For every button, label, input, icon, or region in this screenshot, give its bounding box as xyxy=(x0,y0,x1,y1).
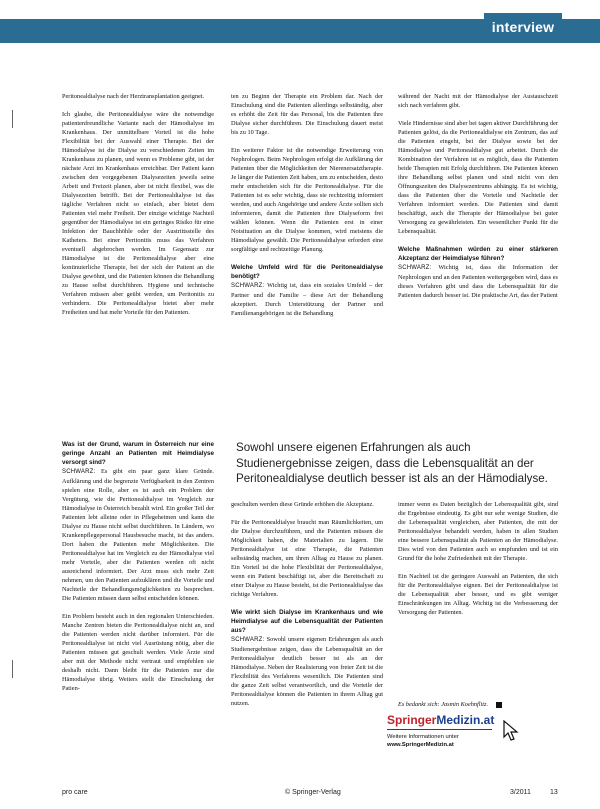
column-1-bottom xyxy=(62,440,214,778)
pointer-cursor-icon xyxy=(502,720,520,742)
paragraph: Viele Hindernisse sind aber bei tagen aktiver Durchführung der Patienten gelöst, da die Peritonealdialyse ein Zentrum, das auf die Patienten eingeht, bei der Dialyse sowie bei der Hämodialyse und Peritonealdialyse gut arbeitet. Durch die Kombination der Verfahren ist es möglich, dass die Patienten beide Therapien mit Erfolg durchführen. Die Patienten können ihre Behandlung selbst planen und sind nicht von den Öffnungszeiten des Dialysezentrums abhängig. Es ist wichtig, dass die Patienten über die Vorteile und Nachteile der Verfahren informiert werden. Die Patienten sind damit beschäftigt, auch die Therapie der Hämodialyse bei guter Versorgung zu gewährleisten. Ein wesentlicher Punkt für die Lebensqualität. xyxy=(398,120,558,235)
footer-left: pro care xyxy=(62,789,88,796)
interview-question: Wie wirkt sich Dialyse im Krankenhaus und wie Heimdialyse auf die Lebensqualität der Patienten aus? xyxy=(231,609,383,634)
column-3-bottom xyxy=(398,500,558,700)
pull-quote: Sowohl unsere eigenen Erfahrungen als auch Studienergebnisse zeigen, dass die Lebensqualität an der Peritonealdialyse deutlich besser ist als an der Hämodialyse. xyxy=(236,441,548,485)
speaker-label: SCHWARZ: xyxy=(231,283,265,289)
paragraph: Wichtig ist, dass die Information der Nephrologen und an den Patienten weitergegeben wird, dass es dieses Verfahren gibt und dass die Lebensqualität für die Patienten dadurch besser ist. Die praktische Art, das der Patient xyxy=(398,264,558,299)
footer-right: 3/2011 xyxy=(510,789,531,796)
paragraph: Für die Peritonealdialyse braucht man Räumlichkeiten, um die Dialyse durchzuführen, und die Patienten müssen die Möglichkeit haben, die Materialien zu lagern. Die Peritonealdialyse ist eine Therapie, die Patienten selbständig machen, um ihren Alltag zu Hause zu planen. Ein Vorteil ist die hohe Flexibilität der Peritonealdialyse, wenn ein Patient beschäftigt ist, aber die Bereitschaft zu einer Dialyse zu Hause besteht, ist die Peritonealdialyse das richtige Verfahren. xyxy=(231,519,383,598)
page-number: 13 xyxy=(550,789,558,796)
header-bar xyxy=(0,19,600,43)
paragraph: geschulten werden diese Gründe erhöhen die Akzeptanz. xyxy=(231,501,374,508)
paragraph: ten zu Beginn der Therapie ein Problem dar. Nach der Einschulung sind die Patienten allerdings selbständig, aber es erhöht die Zeit für das Personal, bis die Patienten ihre Dialyse sicher durchführen. Die Einschulung dauert meist bis zu 10 Tage. xyxy=(231,93,383,136)
interview-question: Welche Umfeld wird für die Peritonealdialyse benötigt? xyxy=(231,264,383,280)
paragraph: während der Nacht mit der Hämodialyse der Austauschzeit sich nach verfahren gibt. xyxy=(398,93,558,109)
paragraph: Wichtig ist, dass ein soziales Umfeld – der Partner und die Familie – diese Art der Behandlung akzeptiert. Durch Unterstützung der Partner und Familienangehörigen ist die Behandlung xyxy=(231,282,383,317)
margin-line-bottom xyxy=(12,660,13,678)
paragraph: Ein Nachteil ist die geringere Auswahl an Patienten, die sich für die Peritonealdialyse eignen. Bei der Peritonealdialyse ist die Lebensqualität aber besser, und es gibt weniger Einschränkungen im Alltag. Wichtig ist die Verbesserung der Versorgung der Patienten. xyxy=(398,573,558,616)
speaker-label: SCHWARZ: xyxy=(398,265,432,271)
speaker-label: SCHWARZ: xyxy=(62,469,96,475)
end-of-article-mark xyxy=(496,702,502,708)
section-label: interview xyxy=(484,13,562,41)
interview-question: Was ist der Grund, warum in Österreich nur eine geringe Anzahl an Patienten mit Heimdialyse versorgt sind? xyxy=(62,441,214,466)
paragraph: Es gibt ein paar ganz klare Gründe. Aufklärung und die begrenzte Verfügbarkeit in den Zentren spielen eine Rolle, aber es ist auch ein Problem der Vergütung, wie die Peritonealdialyse im Vergleich zur Hämodialyse in Österreich bezahlt wird. Ein großer Teil der Patienten lebt alleine oder in Pflegeheimen und kann die Dialyse zu Hause nicht selbst durchführen. In Ländern, wo Krankenpflegepersonal Hausbesuche macht, ist das anders. Dort haben die Patienten mehr Möglichkeiten. Die Peritonealdialyse hat im Vergleich zu der Hämodialyse viel mehr Vorteile, aber die Patienten werden oft nicht ausreichend informiert. Der Arzt muss sich mehr Zeit nehmen, um den Patienten aufzuklären und die Vorteile und Nachteile der Behandlungsmöglichkeiten zu besprechen. Die Patienten müssen dann selbst entscheiden können. xyxy=(62,468,214,602)
paragraph: Ein Problem besteht auch in den regionalen Unterschieden. Manche Zentren bieten die Peritonealdialyse nicht an, und die Patienten werden nicht darüber informiert. Für die Peritonealdialyse ist nicht viel Ausrüstung nötig, aber die Patienten müssen gut geschult werden. Viele Ärzte sind aber mit der Methode nicht vertraut und empfehlen sie deshalb nicht. Dann bleibt für die Patienten nur die Hämodialyse übrig. Weiters stellt die Einschulung der Patien- xyxy=(62,613,214,692)
logo-brand-part-1: Springer xyxy=(387,713,437,727)
column-1-top xyxy=(62,92,214,418)
footer-center: © Springer-Verlag xyxy=(285,789,341,796)
speaker-label: SCHWARZ: xyxy=(231,637,265,643)
logo-subline-1: Weitere Informationen unter xyxy=(387,734,459,740)
paragraph: Sowohl unsere eigenen Erfahrungen als auch Studienergebnisse zeigen, dass die Lebensqualität an der Peritonealdialyse deutlich besser ist als an der Hämodialyse. Neben der Realisierung von freier Zeit ist die Flexibilität des Verfahrens wesentlich. Die Patienten sind die ganze Zeit selbst verantwortlich, und die Vorteile der Peritonealdialyse können die Patienten in ihrem Alltag gut nutzen. xyxy=(231,636,383,707)
paragraph: Peritonealdialyse nach der Herztransplantation geeignet. xyxy=(62,93,205,100)
column-2-top xyxy=(231,92,383,418)
logo-brand-part-2: Medizin.at xyxy=(436,713,495,727)
logo-url-link[interactable]: www.SpringerMedizin.at xyxy=(387,742,454,748)
paragraph: Ich glaube, die Peritonealdialyse wäre die notwendige patientenfreundliche Variante nach der Hämodialyse im Krankenhaus. Der unmittelbare Vorteil ist die hohe Flexibilität bei der Auswahl einer Therapie. Bei der Hämodialyse ist die Dialyse zu verschiedenen Zeiten im Krankenhaus zu planen, und wenn es Probleme gibt, ist der nächste Arzt im Krankenhaus erreichbar. Der Patient kann zwischen den vorgegebenen Dialysezeiten jeweils seine Arbeit und Freizeit planen, aber ist nicht flexibel, was die Dialysezeiten betrifft. Bei der Peritonealdialyse ist das tägliche Verfahren nicht so einfach, aber bietet dem Patienten viel mehr Freiheit. Der einzige wichtige Nachteil gegenüber der Hämodialyse ist ein geringes Risiko für eine Infektion der Bauchhöhle oder der Austrittsstelle des Katheters. Bei einer Peritonitis muss das Verfahren eventuell abgebrochen werden. Im Gegensatz zur Hämodialyse ist die Peritonealdialyse aber eine kontinuierliche Therapie, bei der sich der Patient an die Dialyse gewöhnt, und die Patienten können die Behandlung zu Hause selbst durchführen. Hygiene und technische Verfahren müssen aber geübt werden, um Peritonitis zu verhindern. Die Peritonealdialyse bietet aber mehr Freiheiten und hat mehr Vorteile für den Patienten. xyxy=(62,111,214,316)
paragraph: Ein weiterer Faktor ist die notwendige Erweiterung von Nephrologen. Beim Nephrologen erfolgt die Aufklärung der Patienten über die Möglichkeiten der Nierenersatztherapie. Je länger die Patienten Zeit haben, um zu entscheiden, desto mehr entscheiden sich für die Peritonealdialyse. Für die Patienten ist es sehr wichtig, dass sie rechtzeitig informiert werden, und auch Angehörige und andere Ärzte sollten sich informieren, damit die Patienten ihre Dialyseform frei wählen können. Wenn die Patienten erst in einer Notsituation an die Dialyse kommen, wird meistens die Hämodialyse gewählt. Die Peritonealdialyse erfordert eine sorgfältige und rechtzeitige Planung. xyxy=(231,147,383,253)
paragraph: immer wenn es Daten bezüglich der Lebensqualität gibt, sind die Ergebnisse eindeutig. Es gibt nur sehr wenige Studien, die die Lebensqualität vergleichen, aber Patienten, die mit der Peritonealdialyse behandelt werden, haben in allen Studien eine bessere Lebensqualität als Patienten an der Hämodialyse. Dies wird von den Patienten auch so empfunden und ist ein Grund für die hohe Zufriedenheit mit der Therapie. xyxy=(398,501,558,562)
logo-underline xyxy=(387,729,492,730)
column-2-bottom xyxy=(231,500,383,780)
thanks-line: Es bedankt sich: Jasmin Koehnflitz. xyxy=(398,701,489,708)
thanks-line-wrap xyxy=(398,700,558,709)
column-3-top xyxy=(398,92,558,418)
interview-question: Welche Maßnahmen würden zu einer stärkeren Akzeptanz der Heimdialyse führen? xyxy=(398,246,558,262)
margin-line-top xyxy=(12,110,13,128)
